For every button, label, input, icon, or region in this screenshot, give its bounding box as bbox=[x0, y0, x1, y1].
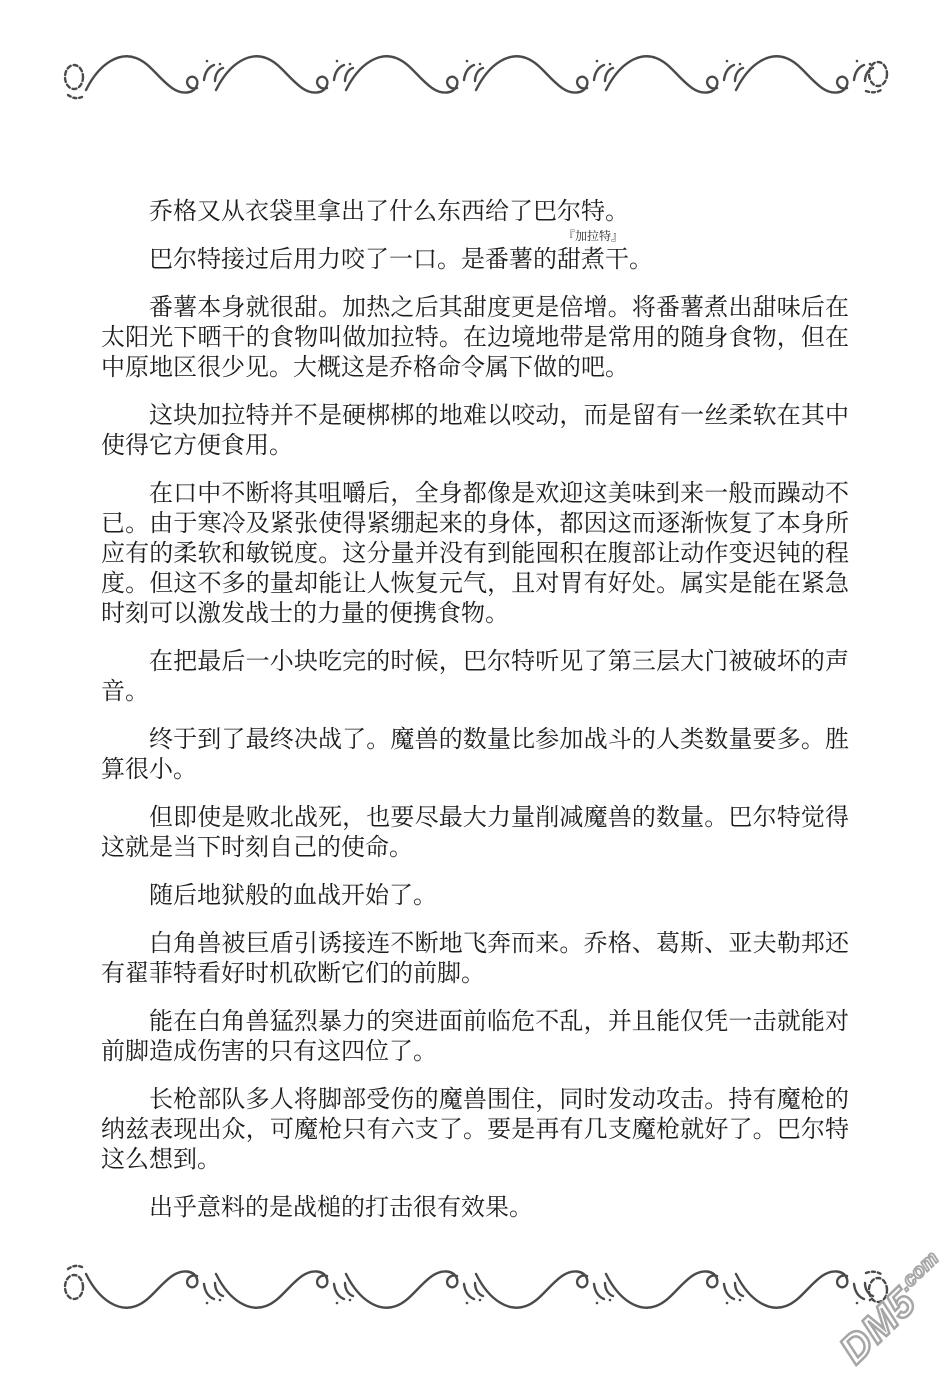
paragraph: 能在白角兽猛烈暴力的突进面前临危不乱，并且能仅凭一击就能对前脚造成伤害的只有这四位了。 bbox=[101, 1009, 849, 1065]
ruby-annotation: 『加拉特』 bbox=[562, 229, 624, 243]
paragraph: 番薯本身就很甜。加热之后其甜度更是倍增。将番薯煮出甜味后在太阳光下晒干的食物叫做加拉特。在边境地带是常用的随身食物，但在中原地区很少见。大概这是乔格命令属下做的吧。 bbox=[101, 295, 849, 381]
top-flourish-border bbox=[60, 44, 892, 106]
watermark-suffix: .com bbox=[894, 1247, 944, 1296]
paragraph: 出乎意料的是战槌的打击很有效果。 bbox=[149, 1195, 533, 1221]
ruby-base: 甜煮干 bbox=[557, 247, 629, 273]
paragraph-text: 巴尔特接过后用力咬了一口。是番薯的 bbox=[149, 247, 557, 273]
paragraph: 终于到了最终决战了。魔兽的数量比参加战斗的人类数量要多。胜算很小。 bbox=[101, 727, 849, 783]
paragraph: 白角兽被巨盾引诱接连不断地飞奔而来。乔格、葛斯、亚夫勒邦还有翟菲特看好时机砍断它们的前脚。 bbox=[101, 931, 849, 987]
paragraph: 长枪部队多人将脚部受伤的魔兽围住，同时发动攻击。持有魔枪的纳兹表现出众，可魔枪只有六支了。要是再有几支魔枪就好了。巴尔特这么想到。 bbox=[101, 1087, 849, 1173]
paragraph: 乔格又从衣袋里拿出了什么东西给了巴尔特。 bbox=[149, 199, 629, 225]
paragraph-text: 。 bbox=[629, 247, 653, 273]
bottom-flourish-border bbox=[60, 1258, 892, 1320]
page-text bbox=[101, 197, 849, 1241]
paragraph: 但即使是败北战死，也要尽最大力量削减魔兽的数量。巴尔特觉得这就是当下时刻自己的使命。 bbox=[101, 805, 849, 861]
paragraph: 这块加拉特并不是硬梆梆的地难以咬动，而是留有一丝柔软在其中使得它方便食用。 bbox=[101, 403, 849, 459]
watermark-text: DM5 bbox=[831, 1279, 925, 1373]
paragraph: 在口中不断将其咀嚼后，全身都像是欢迎这美味到来一般而躁动不已。由于寒冷及紧张使得紧绷起来的身体，都因这而逐渐恢复了本身所应有的柔软和敏锐度。这分量并没有到能囤积在腹部让动作变迟钝的程度。但这不多的量却能让人恢复元气，且对胃有好处。属实是能在紧急时刻可以激发战士的力量的便携食物。 bbox=[101, 481, 849, 627]
paragraph: 在把最后一小块吃完的时候，巴尔特听见了第三层大门被破坏的声音。 bbox=[101, 649, 849, 705]
paragraph-with-ruby bbox=[101, 229, 849, 275]
paragraph: 随后地狱般的血战开始了。 bbox=[149, 883, 437, 909]
ruby-annotated-word bbox=[557, 229, 629, 273]
